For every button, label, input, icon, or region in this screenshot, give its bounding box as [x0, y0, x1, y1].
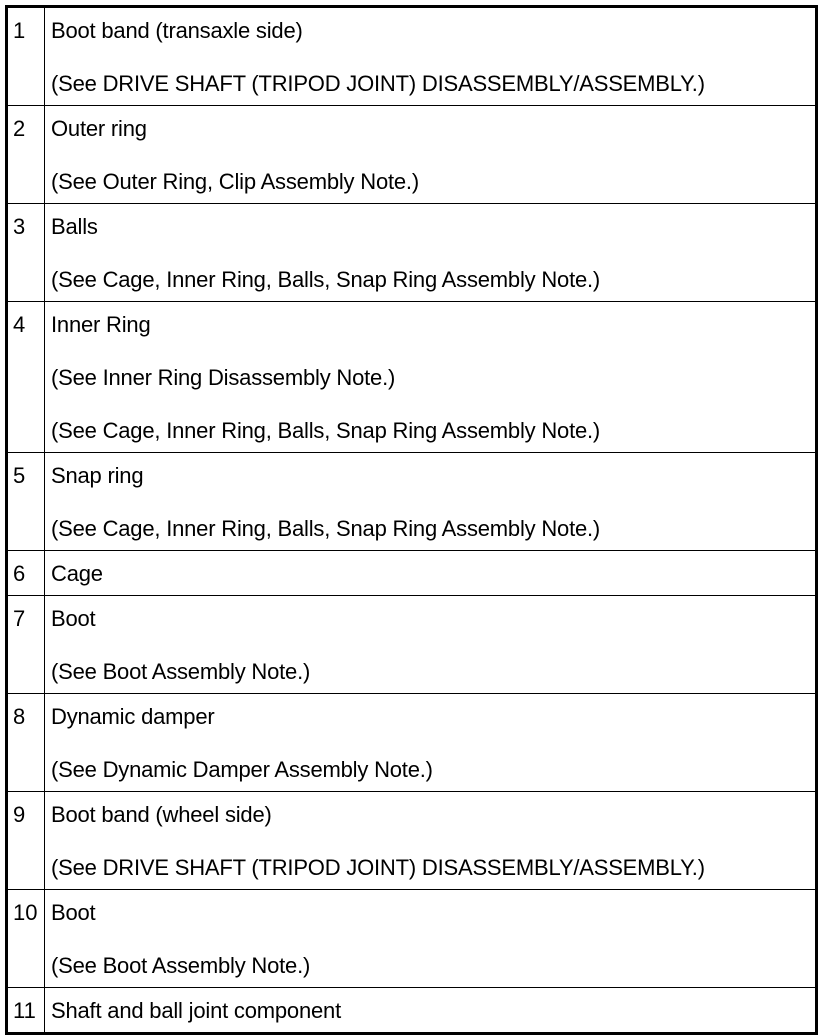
part-description	[45, 596, 817, 694]
part-number	[7, 106, 45, 204]
table-row	[7, 988, 817, 1034]
part-description	[45, 988, 817, 1034]
part-note: (See Boot Assembly Note.)	[51, 953, 311, 978]
part-number-text: 3	[13, 214, 26, 239]
part-description	[45, 694, 817, 792]
part-number-text: 6	[13, 561, 26, 586]
parts-table	[5, 5, 818, 1035]
part-description	[45, 302, 817, 453]
part-number-text: 10	[13, 900, 38, 925]
part-number	[7, 551, 45, 596]
part-description	[45, 106, 817, 204]
table-row	[7, 792, 817, 890]
part-number-text: 7	[13, 606, 26, 631]
part-note: (See Cage, Inner Ring, Balls, Snap Ring Assembly Note.)	[51, 267, 601, 292]
table-row	[7, 106, 817, 204]
part-description	[45, 551, 817, 596]
part-number-text: 2	[13, 116, 26, 141]
table-row	[7, 890, 817, 988]
table-row	[7, 7, 817, 106]
part-name: Inner Ring	[51, 312, 151, 337]
part-description	[45, 890, 817, 988]
part-name: Boot band (transaxle side)	[51, 18, 303, 43]
part-description	[45, 453, 817, 551]
part-note: (See Dynamic Damper Assembly Note.)	[51, 757, 433, 782]
part-number-text: 5	[13, 463, 26, 488]
part-name: Cage	[51, 561, 103, 586]
table-row	[7, 694, 817, 792]
part-number-text: 1	[13, 18, 26, 43]
part-number	[7, 792, 45, 890]
part-number-text: 9	[13, 802, 26, 827]
part-description	[45, 7, 817, 106]
part-name: Balls	[51, 214, 98, 239]
part-name: Shaft and ball joint component	[51, 998, 341, 1023]
part-number-text: 8	[13, 704, 26, 729]
part-number	[7, 7, 45, 106]
part-number	[7, 596, 45, 694]
part-number	[7, 453, 45, 551]
part-number	[7, 204, 45, 302]
table-row	[7, 204, 817, 302]
part-name: Snap ring	[51, 463, 144, 488]
part-number	[7, 988, 45, 1034]
table-row	[7, 453, 817, 551]
part-number-text: 4	[13, 312, 26, 337]
table-row	[7, 596, 817, 694]
part-description	[45, 204, 817, 302]
part-number-text: 11	[13, 998, 36, 1023]
part-number	[7, 302, 45, 453]
part-name: Boot	[51, 900, 96, 925]
part-note: (See Boot Assembly Note.)	[51, 659, 311, 684]
part-note: (See Outer Ring, Clip Assembly Note.)	[51, 169, 419, 194]
part-number	[7, 694, 45, 792]
part-note: (See DRIVE SHAFT (TRIPOD JOINT) DISASSEMBLY/ASSEMBLY.)	[51, 855, 705, 880]
table-row	[7, 551, 817, 596]
part-name: Dynamic damper	[51, 704, 215, 729]
part-description	[45, 792, 817, 890]
parts-table-body	[7, 7, 817, 1034]
part-number	[7, 890, 45, 988]
part-note: (See Cage, Inner Ring, Balls, Snap Ring Assembly Note.)	[51, 418, 601, 443]
part-note: (See Cage, Inner Ring, Balls, Snap Ring Assembly Note.)	[51, 516, 601, 541]
table-row	[7, 302, 817, 453]
part-name: Boot	[51, 606, 96, 631]
part-name: Boot band (wheel side)	[51, 802, 272, 827]
part-note: (See DRIVE SHAFT (TRIPOD JOINT) DISASSEMBLY/ASSEMBLY.)	[51, 71, 705, 96]
part-name: Outer ring	[51, 116, 147, 141]
part-note: (See Inner Ring Disassembly Note.)	[51, 365, 396, 390]
